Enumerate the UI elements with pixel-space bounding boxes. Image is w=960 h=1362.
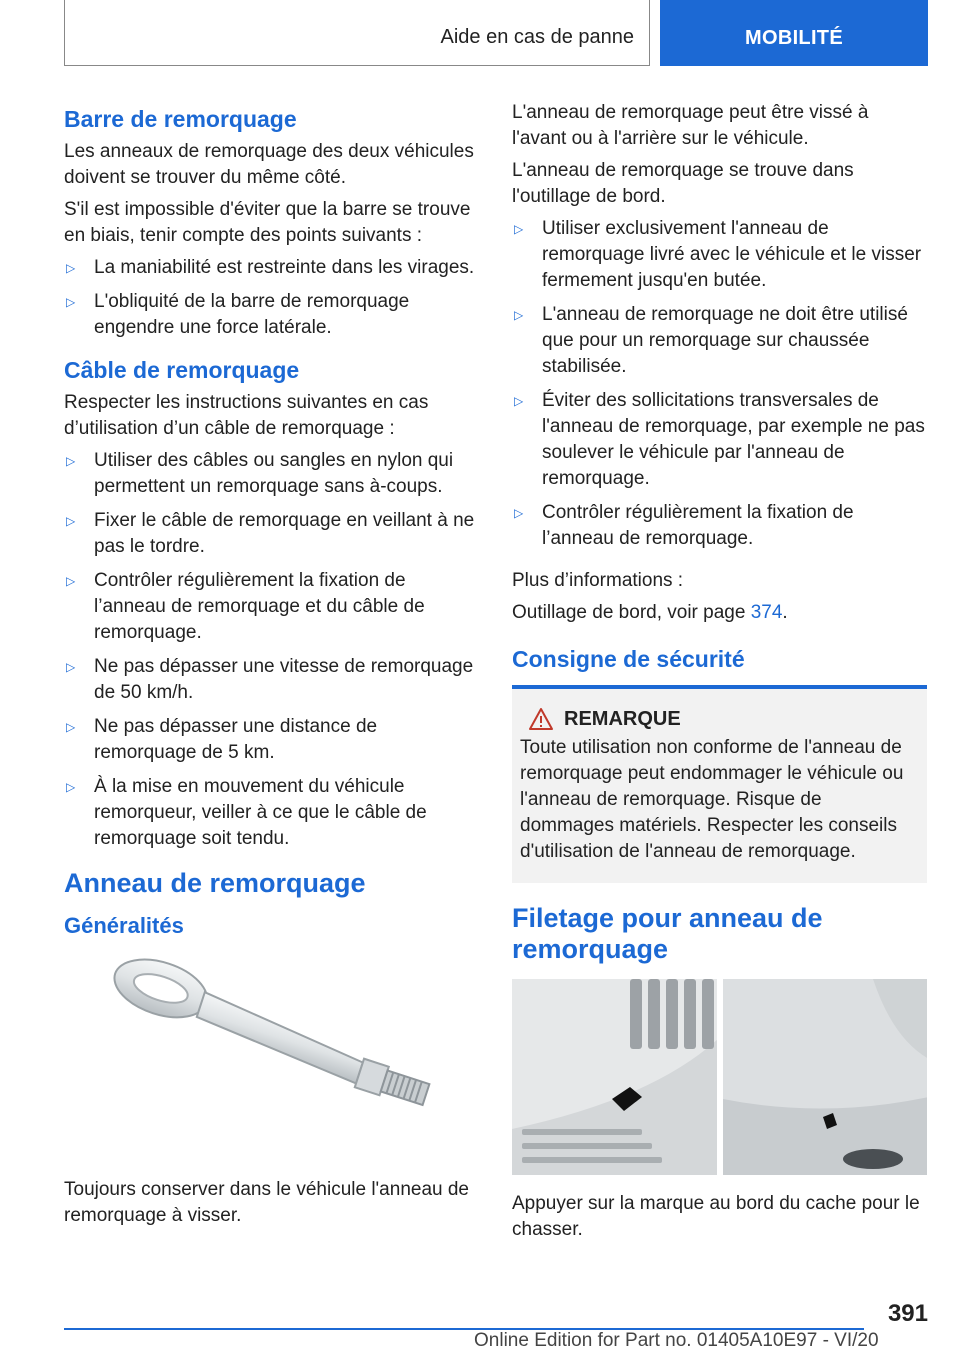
paragraph: Les anneaux de remorquage des deux véhicules doivent se trouver du même côté. (64, 141, 474, 188)
heading-filetage: Filetage pour anneau de remorquage (512, 903, 823, 964)
page-header (64, 0, 928, 66)
triangle-bullet-icon: ▷ (66, 454, 76, 468)
triangle-bullet-icon: ▷ (514, 222, 524, 236)
list-item: ▷ L'obliquité de la barre de remorquage engendre une force latérale. (66, 291, 410, 338)
paragraph: L'anneau de remorquage peut être vissé à l'avant ou à l'arrière sur le véhicule. (512, 102, 869, 149)
image-caption: Toujours conserver dans le véhicule l'anneau de remorquage à visser. (64, 1179, 469, 1226)
paragraph: L'anneau de remorquage se trouve dans l'outillage de bord. (512, 160, 854, 207)
heading-anneau: Anneau de remorquage (64, 868, 366, 898)
section-title: Aide en cas de panne (440, 26, 634, 48)
triangle-bullet-icon: ▷ (66, 295, 76, 309)
notice-text: Toute utilisation non conforme de l'anneau de remorquage peut endommager le véhicule ou l'anneau de remorquage. Risque de dommages matériels. Respecter les conseils d'utilisation de l'anneau de remorquage. (520, 737, 904, 862)
notice-label: REMARQUE (564, 707, 681, 730)
photo-caption: Appuyer sur la marque au bord du cache pour le chasser. (512, 1193, 920, 1240)
paragraph: Respecter les instructions suivantes en cas d’utilisation d’un câble de remorquage : (64, 392, 429, 439)
anneau-list (512, 216, 927, 552)
photo-row (512, 979, 927, 1175)
triangle-bullet-icon: ▷ (514, 506, 524, 520)
list-item: ▷ Utiliser des câbles ou sangles en nylon qui permettent un remorquage sans à-coups. (66, 450, 454, 497)
front-bumper-photo (512, 979, 717, 1175)
list-item: ▷ Contrôler régulièrement la fixation de l’anneau de remorquage. (514, 502, 854, 549)
list-item: ▷ Fixer le câble de remorquage en veillant à ne pas le tordre. (66, 510, 475, 557)
cable-list (64, 448, 479, 852)
page-link[interactable]: 374 (750, 602, 783, 623)
left-column (64, 100, 479, 1235)
heading-cable: Câble de remorquage (64, 357, 300, 383)
triangle-bullet-icon: ▷ (66, 660, 76, 674)
heading-barre: Barre de remorquage (64, 106, 297, 132)
warning-icon (528, 707, 554, 731)
list-item: ▷ La maniabilité est restreinte dans les virages. (64, 255, 479, 281)
more-info-label: Plus d’informations : (512, 570, 684, 591)
triangle-bullet-icon: ▷ (514, 394, 524, 408)
bar-list (64, 255, 479, 341)
page-number: 391 (887, 1300, 928, 1327)
heading-consigne: Consigne de sécurité (512, 646, 745, 672)
notice-box (512, 685, 927, 883)
list-item: ▷ Ne pas dépasser une distance de remorquage de 5 km. (66, 716, 378, 763)
triangle-bullet-icon: ▷ (66, 720, 76, 734)
paragraph: S'il est impossible d'éviter que la barre se trouve en biais, tenir compte des points suivants : (64, 199, 471, 246)
list-item: ▷ Éviter des sollicitations transversales de l'anneau de remorquage, par exemple ne pas soulever le véhicule par l'anneau de remorquage. (514, 390, 925, 489)
rear-bumper-photo (723, 979, 928, 1175)
heading-generalites: Généralités (64, 913, 184, 938)
triangle-bullet-icon: ▷ (66, 780, 76, 794)
chapter-title: MOBILITÉ (745, 27, 843, 49)
list-item: ▷ Ne pas dépasser une vitesse de remorquage de 50 km/h. (66, 656, 474, 703)
triangle-bullet-icon: ▷ (66, 261, 76, 275)
list-item: ▷ À la mise en mouvement du véhicule remorqueur, veiller à ce que le câble de remorquage soit tendu. (66, 776, 427, 849)
triangle-bullet-icon: ▷ (514, 308, 524, 322)
right-column (512, 100, 927, 1249)
triangle-bullet-icon: ▷ (66, 514, 76, 528)
list-item: ▷ L'anneau de remorquage ne doit être utilisé que pour un remorquage sur chaussée stabilisée. (514, 304, 908, 377)
section-tab (64, 0, 650, 66)
list-item: ▷ Utiliser exclusivement l'anneau de remorquage livré avec le véhicule et le visser fermement jusqu'en butée. (514, 218, 922, 291)
page-reference: Outillage de bord, voir page 374. (512, 602, 788, 623)
list-item: ▷ Contrôler régulièrement la fixation de l’anneau de remorquage et du câble de remorquage. (66, 570, 425, 643)
triangle-bullet-icon: ▷ (66, 574, 76, 588)
edition-text: Online Edition for Part no. 01405A10E97 - VI/20 (474, 1330, 879, 1351)
tow-eye-illustration (64, 953, 479, 1163)
chapter-tab (660, 0, 928, 66)
